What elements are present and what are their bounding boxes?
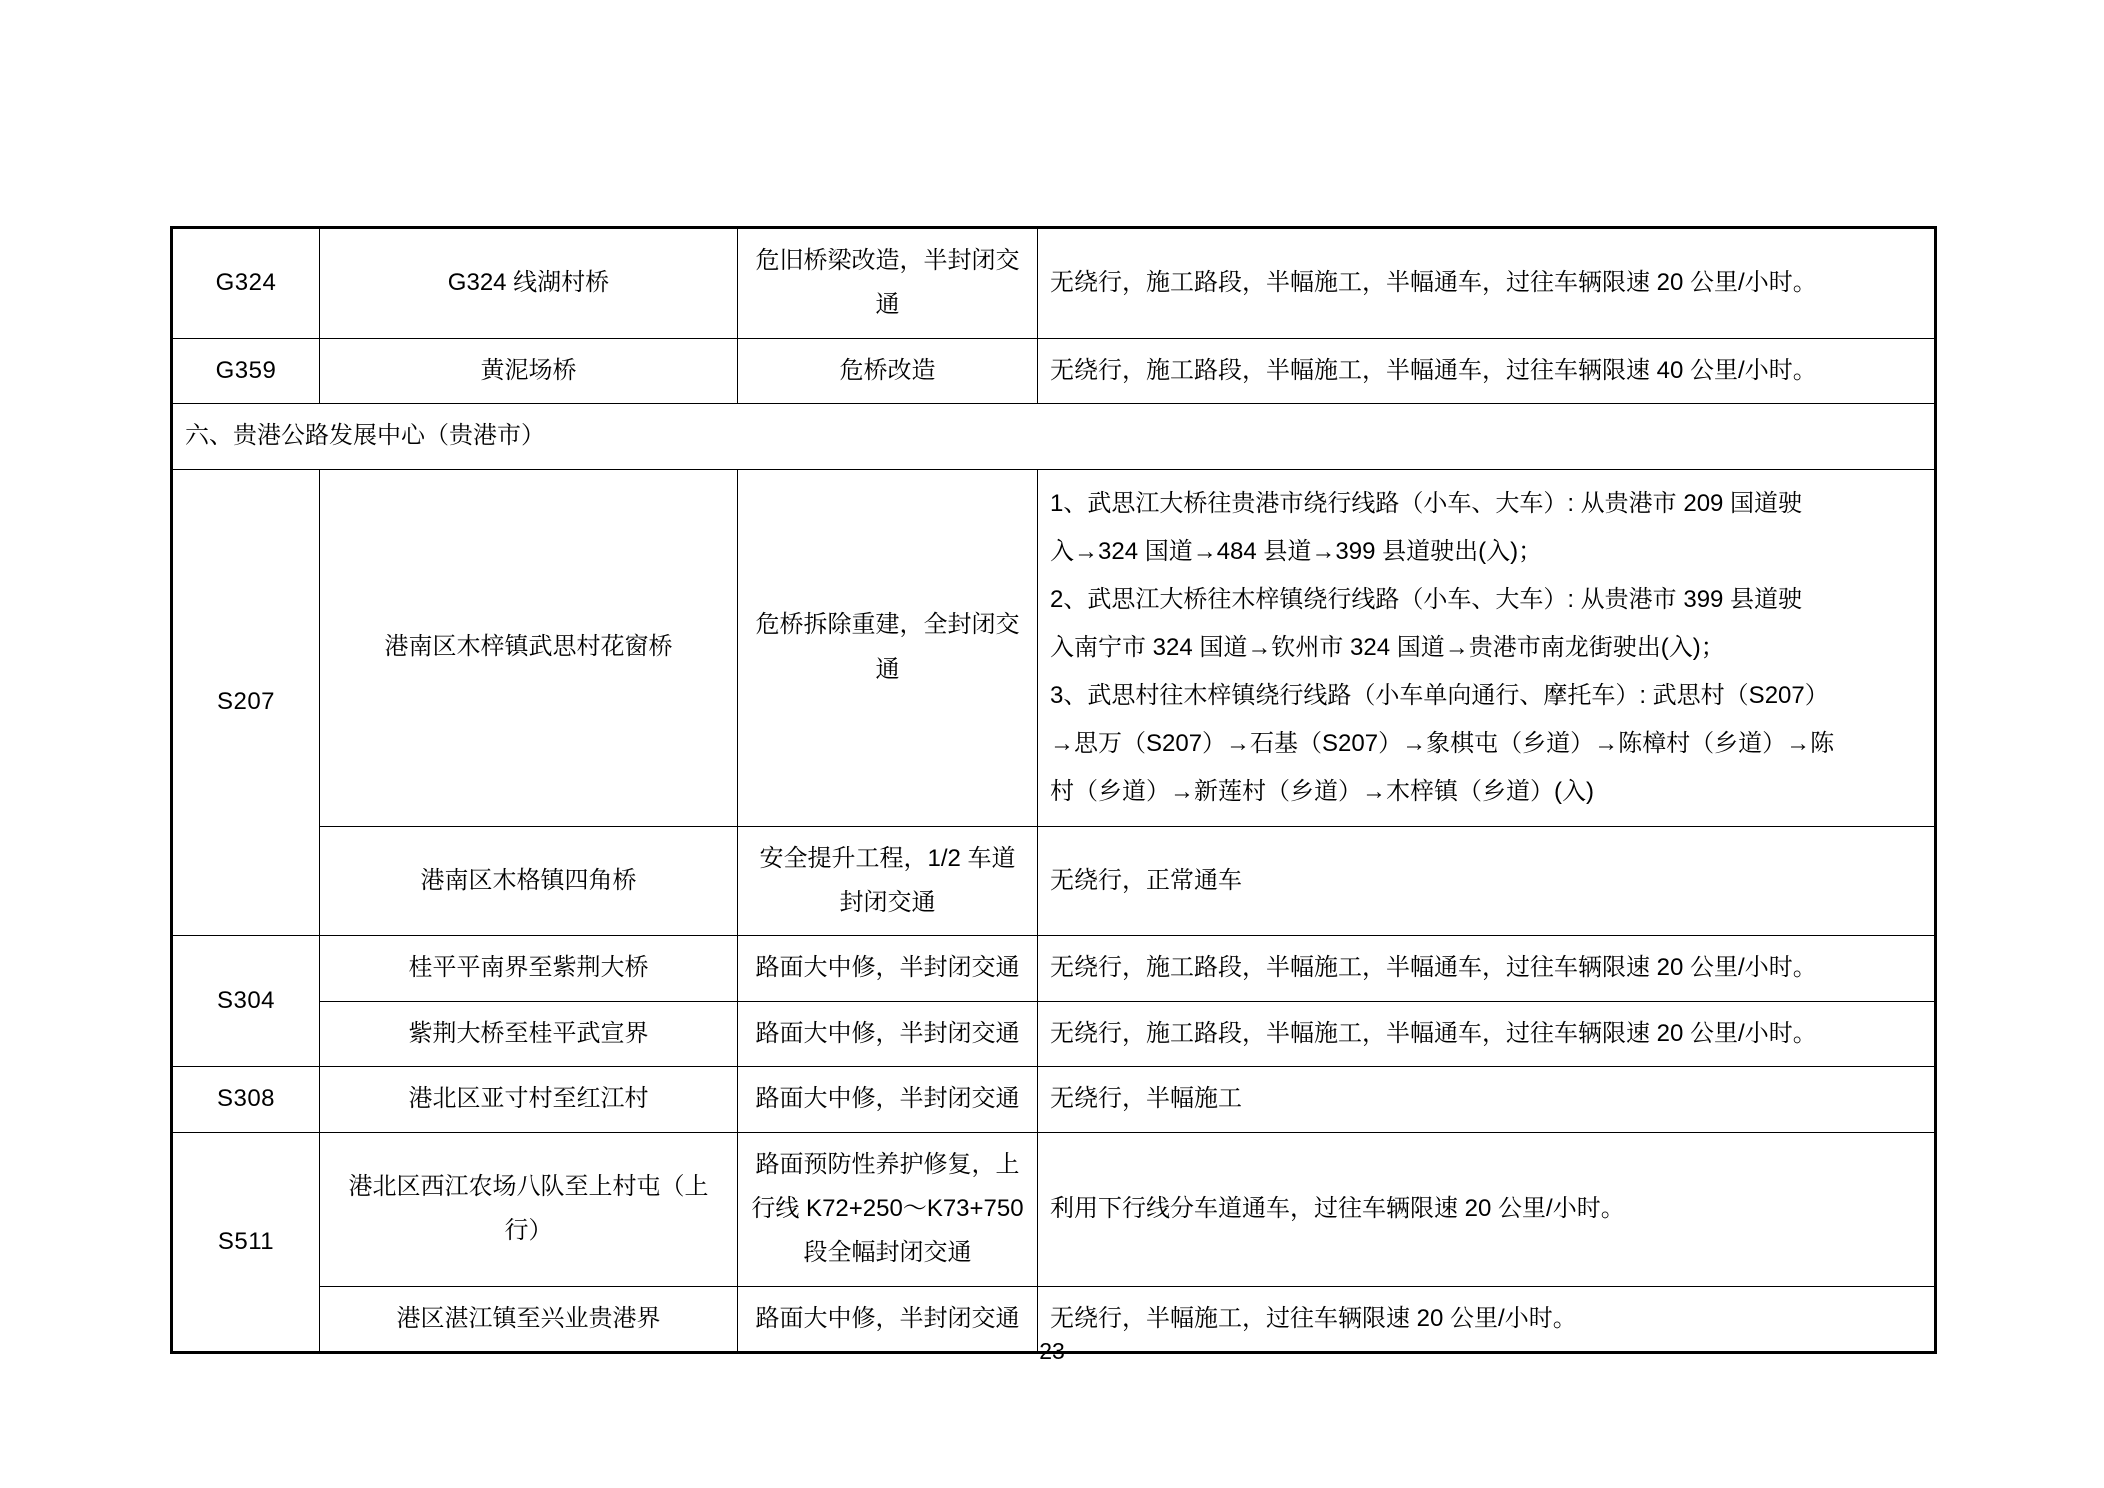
road-construction-table [170,226,1937,1354]
measure-cell: 危旧桥梁改造，半封闭交通 [738,228,1038,339]
table-row [172,469,1936,826]
detour-cell: 无绕行，半幅施工，过往车辆限速 20 公里/小时。 [1038,1286,1936,1352]
measure-cell: 路面预防性养护修复，上行线 K72+250～K73+750 段全幅封闭交通 [738,1132,1038,1286]
table-row [172,826,1936,936]
section-header-row [172,404,1936,469]
detour-line: 入→324 国道→484 县道→399 县道驶出(入)； [1050,537,1543,565]
location-name-cell: 港南区木梓镇武思村花窗桥 [320,469,738,826]
location-name-cell: 港区湛江镇至兴业贵港界 [320,1286,738,1352]
location-name-cell: 港北区西江农场八队至上村屯（上行） [320,1132,738,1286]
route-code-cell: G359 [172,338,320,403]
detour-cell: 利用下行线分车道通车，过往车辆限速 20 公里/小时。 [1038,1132,1936,1286]
section-title: 六、贵港公路发展中心（贵港市） [172,404,1936,469]
detour-line: 2、武思江大桥往木梓镇绕行线路（小车、大车）: 从贵港市 399 县道驶 [1050,585,1803,613]
detour-cell: 无绕行，施工路段，半幅施工，半幅通车，过往车辆限速 20 公里/小时。 [1038,228,1936,339]
location-name-cell: 黄泥场桥 [320,338,738,403]
route-code-cell: S308 [172,1067,320,1132]
detour-line: 入南宁市 324 国道→钦州市 324 国道→贵港市南龙街驶出(入)； [1050,633,1725,661]
detour-line-list [1050,480,1922,816]
route-code-cell: G324 [172,228,320,339]
route-code-cell: S304 [172,936,320,1067]
measure-cell: 路面大中修，半封闭交通 [738,1286,1038,1352]
measure-cell: 安全提升工程，1/2 车道封闭交通 [738,826,1038,936]
location-name-cell: G324 线湖村桥 [320,228,738,339]
measure-cell: 路面大中修，半封闭交通 [738,1001,1038,1066]
route-code-cell: S511 [172,1132,320,1353]
detour-cell: 无绕行，施工路段，半幅施工，半幅通车，过往车辆限速 40 公里/小时。 [1038,338,1936,403]
location-name-cell: 港北区亚寸村至红江村 [320,1067,738,1132]
detour-cell: 无绕行，正常通车 [1038,826,1936,936]
detour-line: 1、武思江大桥往贵港市绕行线路（小车、大车）: 从贵港市 209 国道驶 [1050,489,1803,517]
measure-cell: 危桥改造 [738,338,1038,403]
detour-cell: 无绕行，施工路段，半幅施工，半幅通车，过往车辆限速 20 公里/小时。 [1038,1001,1936,1066]
measure-cell: 危桥拆除重建，全封闭交通 [738,469,1038,826]
table-row [172,228,1936,339]
table-row [172,936,1936,1001]
detour-line: →思万（S207）→石基（S207）→象棋屯（乡道）→陈樟村（乡道）→陈 [1050,729,1835,757]
location-name-cell: 港南区木格镇四角桥 [320,826,738,936]
table-row [172,1001,1936,1066]
detour-cell: 无绕行，施工路段，半幅施工，半幅通车，过往车辆限速 20 公里/小时。 [1038,936,1936,1001]
location-name-cell: 紫荆大桥至桂平武宣界 [320,1001,738,1066]
table-row [172,338,1936,403]
detour-line: 村（乡道）→新莲村（乡道）→木梓镇（乡道）(入) [1050,777,1594,805]
route-code-cell: S207 [172,469,320,936]
detour-cell: 无绕行，半幅施工 [1038,1067,1936,1132]
table-row [172,1132,1936,1286]
page-number: 23 [1039,1338,1065,1364]
table-row [172,1067,1936,1132]
measure-cell: 路面大中修，半封闭交通 [738,936,1038,1001]
detour-line: 3、武思村往木梓镇绕行线路（小车单向通行、摩托车）: 武思村（S207） [1050,681,1829,709]
location-name-cell: 桂平平南界至紫荆大桥 [320,936,738,1001]
measure-cell: 路面大中修，半封闭交通 [738,1067,1038,1132]
detour-cell [1038,469,1936,826]
